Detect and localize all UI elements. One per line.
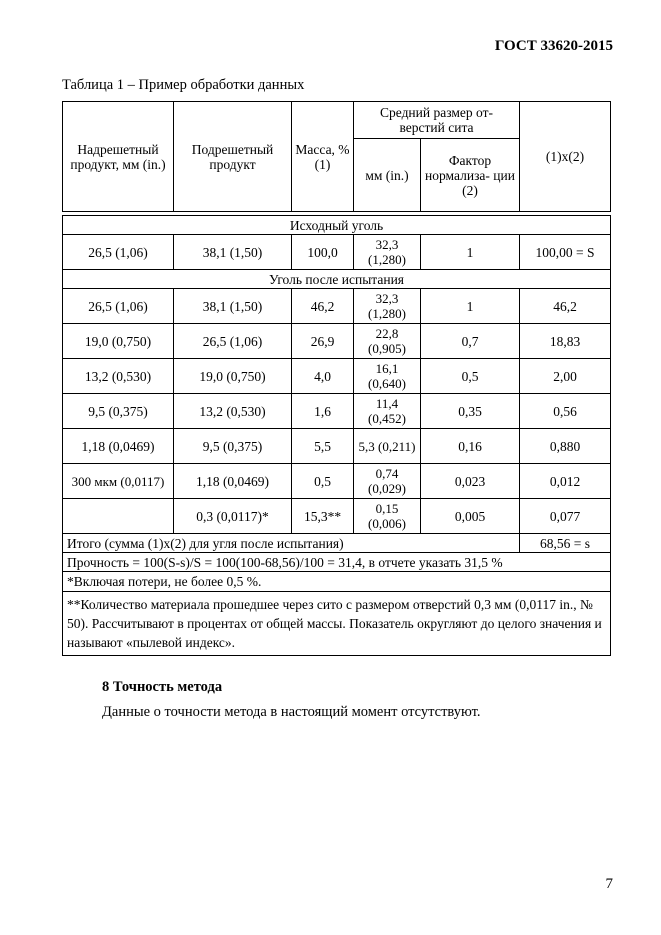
section-8-text: Данные о точности метода в настоящий момент отсутствуют. (102, 704, 481, 720)
cell: 46,2 (520, 289, 611, 324)
cell (63, 499, 174, 534)
footnote-1: *Включая потери, не более 0,5 %. (63, 572, 611, 592)
cell: 13,2 (0,530) (174, 394, 292, 429)
cell: 0,35 (421, 394, 520, 429)
section-after-label: Уголь после испытания (63, 270, 611, 289)
table-row (63, 289, 611, 324)
cell: 19,0 (0,750) (174, 359, 292, 394)
cell: 0,012 (520, 464, 611, 499)
cell: 1 (421, 289, 520, 324)
table-row (63, 499, 611, 534)
page-number: 7 (605, 876, 613, 892)
table-caption: Таблица 1 – Пример обработки данных (62, 77, 305, 93)
cell: 18,83 (520, 324, 611, 359)
cell: 100,00 = S (520, 235, 611, 270)
cell: 9,5 (0,375) (63, 394, 174, 429)
cell: 26,5 (1,06) (63, 235, 174, 270)
cell: 0,023 (421, 464, 520, 499)
total-value: 68,56 = s (520, 534, 611, 553)
footnote-2: **Количество материала прошедшее через сито с размером отверстий 0,3 мм (0,0117 in., № 50). Рассчитывают в процентах от общей массы. Показатель округляют до целого значения и называют «пылевой индекс». (63, 592, 611, 656)
document-code: ГОСТ 33620-2015 (494, 38, 613, 54)
cell: 0,005 (421, 499, 520, 534)
cell: 1,18 (0,0469) (63, 429, 174, 464)
cell: 38,1 (1,50) (174, 235, 292, 270)
section-8-heading: 8 Точность метода (102, 679, 223, 695)
cell: 16,1 (0,640) (354, 359, 421, 394)
note-row-2 (63, 592, 611, 656)
section-initial-label: Исходный уголь (63, 216, 611, 235)
total-row (63, 534, 611, 553)
header-oversize: Надрешетный продукт, мм (in.) (63, 102, 174, 212)
cell: 19,0 (0,750) (63, 324, 174, 359)
header-row-1 (63, 102, 611, 139)
cell: 0,5 (421, 359, 520, 394)
cell: 5,5 (292, 429, 354, 464)
table-row (63, 359, 611, 394)
cell: 0,7 (421, 324, 520, 359)
table-row (63, 235, 611, 270)
header-undersize: Подрешетный продукт (174, 102, 292, 212)
cell: 13,2 (0,530) (63, 359, 174, 394)
header-product: (1)x(2) (520, 102, 611, 212)
cell: 32,3 (1,280) (354, 235, 421, 270)
cell: 46,2 (292, 289, 354, 324)
cell: 1,18 (0,0469) (174, 464, 292, 499)
cell: 32,3 (1,280) (354, 289, 421, 324)
cell: 11,4 (0,452) (354, 394, 421, 429)
table-row (63, 394, 611, 429)
cell: 0,74 (0,029) (354, 464, 421, 499)
total-label: Итого (сумма (1)x(2) для угля после испытания) (63, 534, 520, 553)
data-table (62, 101, 611, 656)
cell: 0,16 (421, 429, 520, 464)
strength-row (63, 553, 611, 572)
cell: 2,00 (520, 359, 611, 394)
cell: 0,56 (520, 394, 611, 429)
table-row (63, 324, 611, 359)
cell: 0,880 (520, 429, 611, 464)
cell: 0,5 (292, 464, 354, 499)
note-row-1 (63, 572, 611, 592)
cell: 26,5 (1,06) (174, 324, 292, 359)
cell: 9,5 (0,375) (174, 429, 292, 464)
cell: 22,8 (0,905) (354, 324, 421, 359)
cell: 100,0 (292, 235, 354, 270)
cell: 1,6 (292, 394, 354, 429)
cell: 5,3 (0,211) (354, 429, 421, 464)
header-mass: Масса, % (1) (292, 102, 354, 212)
cell: 15,3** (292, 499, 354, 534)
section-row-initial (63, 216, 611, 235)
cell: 0,15 (0,006) (354, 499, 421, 534)
cell: 0,077 (520, 499, 611, 534)
header-sieve-group: Средний размер от- верстий сита (354, 102, 520, 139)
cell: 26,9 (292, 324, 354, 359)
cell: 0,3 (0,0117)* (174, 499, 292, 534)
table-row (63, 429, 611, 464)
cell: 26,5 (1,06) (63, 289, 174, 324)
strength-formula: Прочность = 100(S-s)/S = 100(100-68,56)/100 = 31,4, в отчете указать 31,5 % (63, 553, 611, 572)
table-row (63, 464, 611, 499)
cell: 300 мкм (0,0117) (63, 464, 174, 499)
cell: 38,1 (1,50) (174, 289, 292, 324)
cell: 1 (421, 235, 520, 270)
section-row-after-test (63, 270, 611, 289)
header-mm-in: мм (in.) (354, 139, 421, 212)
cell: 4,0 (292, 359, 354, 394)
header-norm-factor: Фактор нормализа- ции (2) (421, 139, 520, 212)
